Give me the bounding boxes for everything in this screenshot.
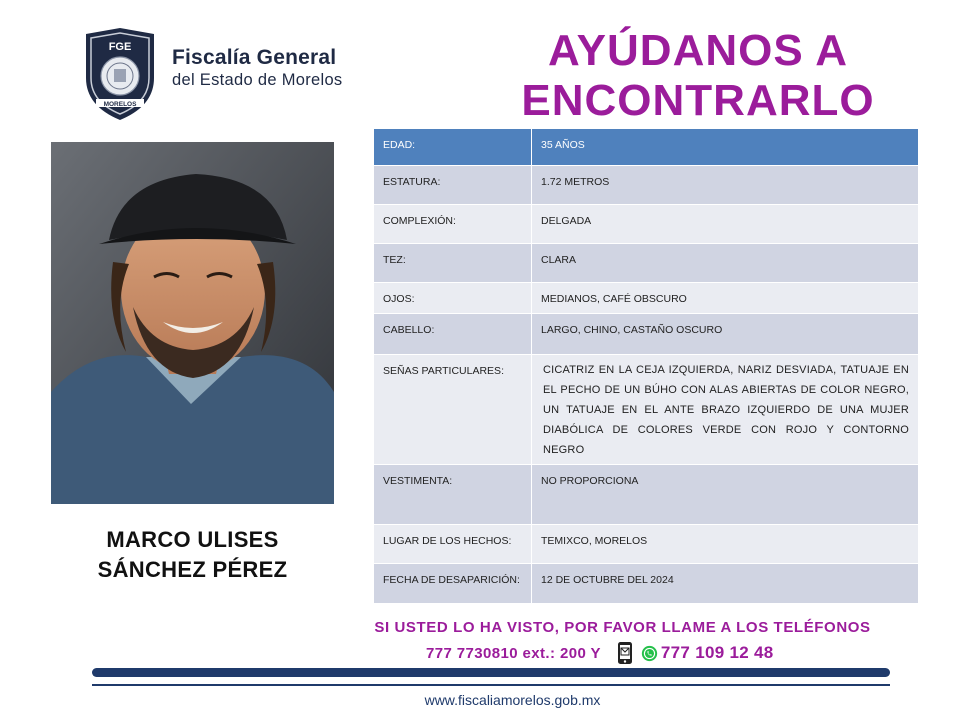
- detail-label: TEZ:: [374, 244, 532, 283]
- phone-number-landline[interactable]: 777 7730810 ext.: 200 Y: [426, 644, 601, 662]
- headline: [478, 26, 918, 126]
- detail-row-height: [374, 166, 919, 205]
- detail-label: VESTIMENTA:: [374, 465, 532, 525]
- detail-label: SEÑAS PARTICULARES:: [374, 355, 532, 465]
- detail-label: ESTATURA:: [374, 166, 532, 205]
- detail-value: CLARA: [532, 244, 919, 283]
- detail-label: OJOS:: [374, 283, 532, 314]
- detail-row-complexion: [374, 244, 919, 283]
- detail-row-location: [374, 525, 919, 564]
- detail-label: LUGAR DE LOS HECHOS:: [374, 525, 532, 564]
- org-subtitle: del Estado de Morelos: [172, 71, 343, 89]
- detail-label: EDAD:: [374, 129, 532, 166]
- detail-row-hair: [374, 314, 919, 355]
- detail-label: FECHA DE DESAPARICIÓN:: [374, 564, 532, 604]
- missing-person-photo: [51, 142, 334, 504]
- logo-acronym: FGE: [108, 41, 132, 53]
- website-link[interactable]: www.fiscaliamorelos.gob.mx: [424, 692, 601, 708]
- detail-label: COMPLEXIÓN:: [374, 205, 532, 244]
- person-name-line-2: SÁNCHEZ PÉREZ: [97, 557, 288, 582]
- detail-value: DELGADA: [532, 205, 919, 244]
- detail-row-date: [374, 564, 919, 604]
- detail-value: TEMIXCO, MORELOS: [532, 525, 919, 564]
- detail-value: CICATRIZ EN LA CEJA IZQUIERDA, NARIZ DESVIADA, TATUAJE EN EL PECHO DE UN BÚHO CON ALAS ABIERTAS DE COLOR NEGRO, UN TATUAJE EN EL ANTE BRAZO IZQUIERDO DE UNA MUJER DIABÓLICA DE COLORES VERDE CON ROJO Y CONTORNO NEGRO: [532, 355, 919, 465]
- detail-row-age: [374, 129, 919, 166]
- detail-value: NO PROPORCIONA: [532, 465, 919, 525]
- organization-name: [172, 46, 342, 90]
- detail-row-build: [374, 205, 919, 244]
- call-to-action: SI USTED LO HA VISTO, POR FAVOR LLAME A LOS TELÉFONOS: [374, 619, 871, 636]
- detail-label: CABELLO:: [374, 314, 532, 355]
- detail-row-eyes: [374, 283, 919, 314]
- detail-value: MEDIANOS, CAFÉ OBSCURO: [532, 283, 919, 314]
- detail-value: LARGO, CHINO, CASTAÑO OSCURO: [532, 314, 919, 355]
- person-name-line-1: MARCO ULISES: [106, 527, 279, 552]
- footer-divider-thick: [92, 668, 890, 677]
- fge-badge-icon: [80, 26, 160, 122]
- phone-numbers: [426, 640, 774, 666]
- detail-row-marks: [374, 355, 919, 465]
- detail-row-clothing: [374, 465, 919, 525]
- headline-line-1: AYÚDANOS A: [547, 26, 849, 75]
- person-details-table: [373, 128, 919, 604]
- detail-value: 1.72 METROS: [532, 166, 919, 205]
- whatsapp-icon: [641, 645, 658, 662]
- logo-state: MORELOS: [103, 101, 137, 108]
- phone-number-whatsapp[interactable]: 777 109 12 48: [660, 643, 774, 662]
- footer-divider-thin: [92, 684, 890, 686]
- detail-value: 35 AÑOS: [532, 129, 919, 166]
- headline-line-2: ENCONTRARLO: [521, 76, 875, 125]
- org-title: Fiscalía General: [172, 46, 337, 69]
- person-name: [51, 525, 334, 585]
- mobile-phone-icon: [617, 641, 633, 665]
- detail-value: 12 DE OCTUBRE DEL 2024: [532, 564, 919, 604]
